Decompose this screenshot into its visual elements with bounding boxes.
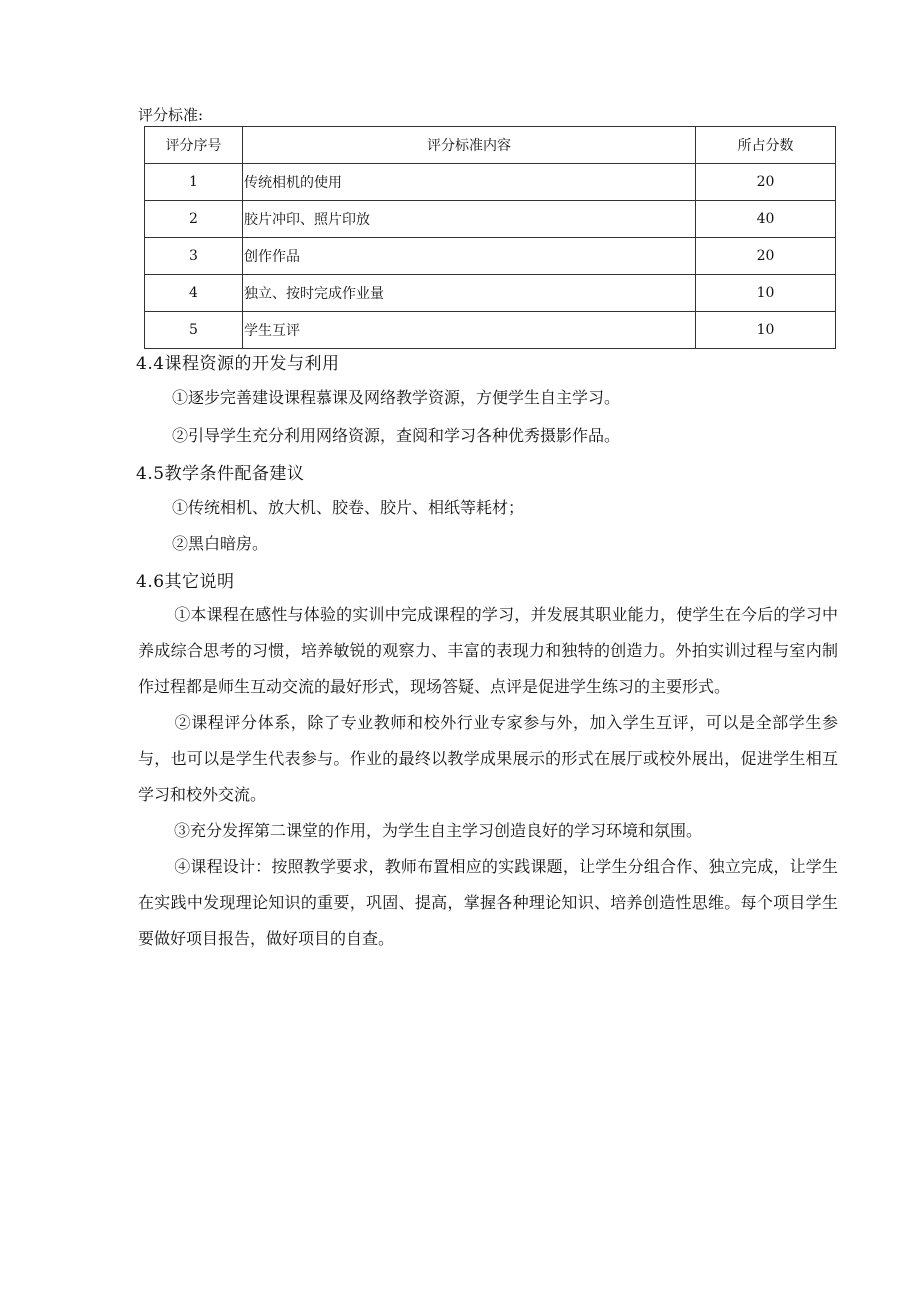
row-score: 10 [696, 312, 836, 349]
table-row [145, 201, 836, 238]
section-heading-4-4: 4.4课程资源的开发与利用 [136, 354, 340, 374]
row-score: 20 [696, 164, 836, 201]
paragraph-text: ①本课程在感性与体验的实训中完成课程的学习，并发展其职业能力，使学生在今后的学习中养成综合思考的习惯，培养敏锐的观察力、丰富的表现力和独特的创造力。外拍实训过程与室内制作过程都是师生互动交流的最好形式，现场答疑、点评是促进学生练习的主要形式。 [138, 605, 838, 696]
section-4-5-item-2: ②黑白暗房。 [172, 534, 269, 553]
header-score: 所占分数 [696, 127, 836, 164]
row-score: 20 [696, 238, 836, 275]
table-header-row [145, 127, 836, 164]
row-content: 传统相机的使用 [243, 164, 696, 201]
table-row [145, 275, 836, 312]
table-row [145, 312, 836, 349]
header-index: 评分序号 [145, 127, 243, 164]
section-4-6-paragraph-2 [138, 705, 838, 813]
row-content: 独立、按时完成作业量 [243, 275, 696, 312]
paragraph-text: ④课程设计：按照教学要求，教师布置相应的实践课题，让学生分组合作、独立完成，让学生在实践中发现理论知识的重要，巩固、提高，掌握各种理论知识、培养创造性思维。每个项目学生要做好项目报告，做好项目的自查。 [138, 857, 838, 948]
row-score: 40 [696, 201, 836, 238]
table-caption: 评分标准: [138, 106, 204, 124]
row-index: 5 [145, 312, 243, 349]
row-content: 胶片冲印、照片印放 [243, 201, 696, 238]
section-4-6-paragraph-3 [138, 813, 838, 849]
row-content: 创作作品 [243, 238, 696, 275]
paragraph-text: ③充分发挥第二课堂的作用，为学生自主学习创造良好的学习环境和氛围。 [174, 821, 703, 840]
section-heading-4-6: 4.6其它说明 [136, 572, 235, 592]
section-4-4-item-2: ②引导学生充分利用网络资源，查阅和学习各种优秀摄影作品。 [172, 426, 621, 445]
section-4-6-paragraph-4 [138, 849, 838, 957]
row-index: 4 [145, 275, 243, 312]
row-index: 3 [145, 238, 243, 275]
row-content: 学生互评 [243, 312, 696, 349]
row-score: 10 [696, 275, 836, 312]
section-4-5-item-1: ①传统相机、放大机、胶卷、胶片、相纸等耗材； [172, 498, 525, 517]
grading-table [144, 126, 836, 349]
row-index: 2 [145, 201, 243, 238]
row-index: 1 [145, 164, 243, 201]
paragraph-text: ②课程评分体系，除了专业教师和校外行业专家参与外，加入学生互评，可以是全部学生参与，也可以是学生代表参与。作业的最终以教学成果展示的形式在展厅或校外展出，促进学生相互学习和校外交流。 [138, 713, 838, 804]
section-heading-4-5: 4.5教学条件配备建议 [136, 464, 305, 484]
section-4-6-paragraph-1 [138, 597, 838, 705]
section-4-4-item-1: ①逐步完善建设课程慕课及网络教学资源，方便学生自主学习。 [172, 388, 621, 407]
table-row [145, 238, 836, 275]
header-content: 评分标准内容 [243, 127, 696, 164]
table-row [145, 164, 836, 201]
